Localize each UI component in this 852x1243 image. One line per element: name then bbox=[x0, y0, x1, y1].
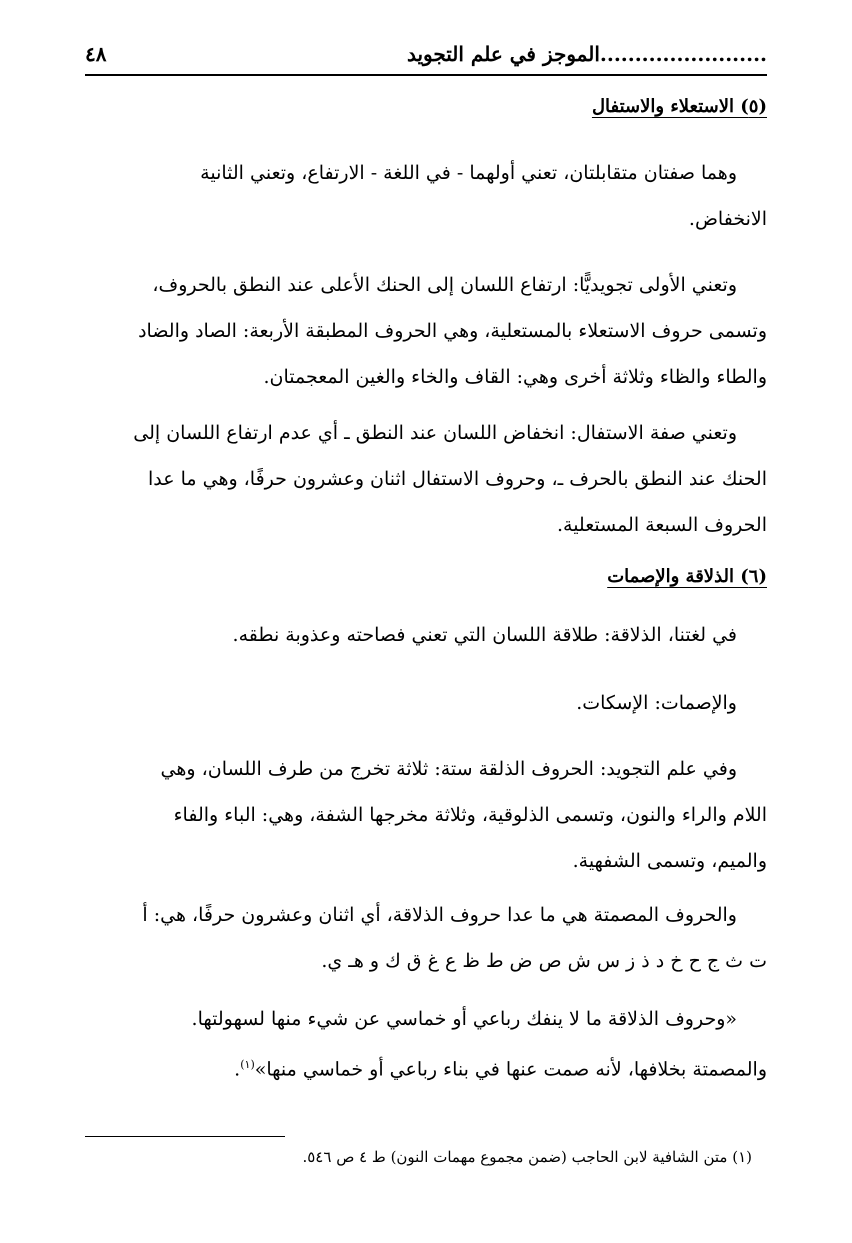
footnote-ref: (١) bbox=[240, 1058, 255, 1071]
paragraph-line: والحروف المصمتة هي ما عدا حروف الذلاقة، أي اثنان وعشرون حرفًا، هي: أ bbox=[142, 904, 737, 926]
quote-end: . bbox=[234, 1058, 241, 1081]
paragraph-line: وتعني الأولى تجويديًّا: ارتفاع اللسان إلى الحنك الأعلى عند النطق بالحروف، bbox=[152, 274, 737, 296]
page-number: ٤٨ bbox=[85, 42, 107, 66]
paragraph-line: في لغتنا، الذلاقة: طلاقة اللسان التي تعني فصاحته وعذوبة نطقه. bbox=[232, 624, 737, 646]
paragraph-line: اللام والراء والنون، وتسمى الذلوقية، وثلاثة مخرجها الشفة، وهي: الباء والفاء bbox=[173, 804, 767, 826]
running-title: ........................الموجز في علم التجويد bbox=[406, 42, 767, 66]
paragraph-quote bbox=[57, 996, 767, 1092]
paragraph-line: الحروف السبعة المستعلية. bbox=[556, 514, 767, 536]
footnote-divider bbox=[85, 1136, 285, 1137]
paragraph-line bbox=[57, 1042, 767, 1092]
paragraph-ismat bbox=[57, 680, 767, 726]
paragraph-definition bbox=[57, 150, 767, 242]
paragraph-line: «وحروف الذلاقة ما لا ينفك رباعي أو خماسي عن شيء منها لسهولتها. bbox=[191, 1008, 737, 1030]
paragraph-dhalqa-letters bbox=[57, 746, 767, 884]
page-header bbox=[85, 34, 767, 76]
paragraph-istifal bbox=[57, 410, 767, 548]
paragraph-line: الانخفاض. bbox=[688, 208, 767, 230]
paragraph-line: والطاء والظاء وثلاثة أخرى وهي: القاف والخاء والغين المعجمتان. bbox=[263, 366, 767, 388]
footnote: (١) متن الشافية لابن الحاجب (ضمن مجموع مهمات النون) ط ٤ ص ٥٤٦. bbox=[302, 1148, 752, 1166]
paragraph-line: والإصمات: الإسكات. bbox=[576, 692, 737, 714]
paragraph-dhalaqa-lang bbox=[57, 612, 767, 658]
paragraph-line: وتعني صفة الاستفال: انخفاض اللسان عند النطق ـ أي عدم ارتفاع اللسان إلى bbox=[133, 422, 737, 444]
paragraph-line: ت ث ج ح خ د ذ ز س ش ص ض ط ظ ع غ ق ك و هـ ي. bbox=[321, 950, 767, 972]
section-heading-dhalaqa: (٦) الذلاقة والإصمات bbox=[607, 566, 767, 587]
paragraph-line: والميم، وتسمى الشفهية. bbox=[572, 850, 767, 872]
quote-text: والمصمتة بخلافها، لأنه صمت عنها في بناء رباعي أو خماسي منها» bbox=[254, 1058, 767, 1081]
paragraph-line: الحنك عند النطق بالحرف ـ، وحروف الاستفال اثنان وعشرون حرفًا، وهي ما عدا bbox=[147, 468, 767, 490]
paragraph-line: وهما صفتان متقابلتان، تعني أولهما - في اللغة - الارتفاع، وتعني الثانية bbox=[200, 162, 737, 184]
paragraph-istilaa bbox=[57, 262, 767, 400]
paragraph-line: وفي علم التجويد: الحروف الذلقة ستة: ثلاثة تخرج من طرف اللسان، وهي bbox=[160, 758, 737, 780]
paragraph-musmata bbox=[57, 892, 767, 984]
paragraph-line: وتسمى حروف الاستعلاء بالمستعلية، وهي الحروف المطبقة الأربعة: الصاد والضاد bbox=[138, 320, 767, 342]
section-heading-istilaa: (٥) الاستعلاء والاستفال bbox=[591, 96, 767, 117]
